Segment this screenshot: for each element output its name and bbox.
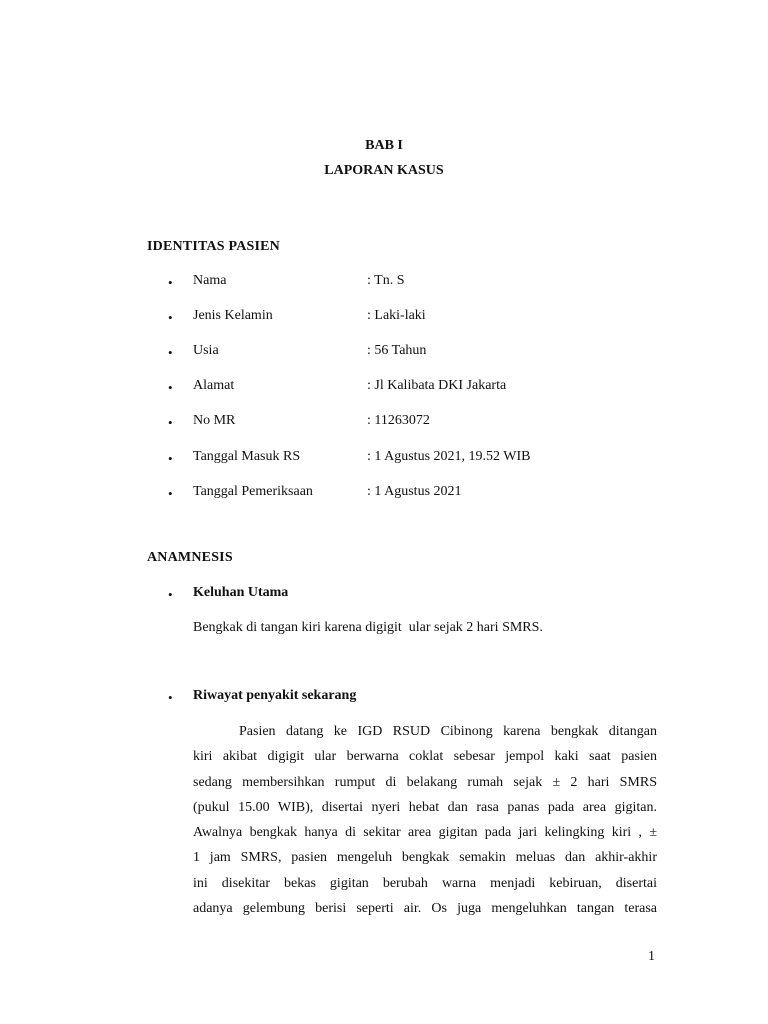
paragraph-line: sedang membersihkan rumput di belakang rumah sejak ± 2 hari SMRS [193, 774, 657, 790]
field-label: Nama [193, 273, 227, 288]
document-title: LAPORAN KASUS [324, 163, 444, 178]
chapter-number: BAB I [365, 138, 403, 153]
bullet-icon: • [168, 275, 173, 290]
field-label: Tanggal Masuk RS [193, 449, 301, 464]
field-label: No MR [193, 413, 236, 428]
bullet-icon: • [168, 380, 173, 395]
paragraph-line: ini disekitar bekas gigitan berubah warna menjadi kebiruan, disertai [193, 875, 657, 891]
field-value: : Laki-laki [367, 308, 426, 323]
bullet-icon: • [168, 345, 173, 360]
field-label: Tanggal Pemeriksaan [193, 484, 313, 499]
field-value: : 1 Agustus 2021 [367, 484, 462, 499]
paragraph-line: 1 jam SMRS, pasien mengeluh bengkak semakin meluas dan akhir-akhir [193, 850, 657, 866]
paragraph-line: Pasien datang ke IGD RSUD Cibinong karena bengkak ditangan [239, 724, 657, 739]
paragraph-line: adanya gelembung berisi seperti air. Os juga mengeluhkan tangan terasa [193, 901, 657, 917]
field-value: : Jl Kalibata DKI Jakarta [367, 378, 507, 393]
field-value: : Tn. S [367, 273, 405, 288]
paragraph-line: Awalnya bengkak hanya di sekitar area gigitan pada jari kelingking kiri , ± [193, 825, 657, 841]
section-heading-identitas: IDENTITAS PASIEN [147, 239, 280, 254]
field-value: : 56 Tahun [367, 343, 427, 358]
bullet-icon: • [168, 587, 173, 602]
bullet-icon: • [168, 451, 173, 466]
subheading-keluhan-utama: Keluhan Utama [193, 585, 289, 600]
bullet-icon: • [168, 310, 173, 325]
field-label: Alamat [193, 378, 235, 393]
field-label: Usia [193, 343, 219, 358]
page-number: 1 [648, 949, 655, 964]
section-heading-anamnesis: ANAMNESIS [147, 550, 233, 565]
paragraph-line: kiri akibat digigit ular berwarna coklat sebesar jempol kaki saat pasien [193, 749, 657, 765]
bullet-icon: • [168, 690, 173, 705]
field-value: : 1 Agustus 2021, 19.52 WIB [367, 449, 531, 464]
keluhan-utama-text: Bengkak di tangan kiri karena digigit ular sejak 2 hari SMRS. [193, 620, 543, 635]
field-value: : 11263072 [367, 413, 430, 428]
paragraph-line: (pukul 15.00 WIB), disertai nyeri hebat dan rasa panas pada area gigitan. [193, 799, 657, 815]
field-label: Jenis Kelamin [193, 308, 273, 323]
bullet-icon: • [168, 415, 173, 430]
riwayat-paragraph [193, 719, 657, 921]
subheading-riwayat-penyakit: Riwayat penyakit sekarang [193, 688, 357, 703]
bullet-icon: • [168, 486, 173, 501]
